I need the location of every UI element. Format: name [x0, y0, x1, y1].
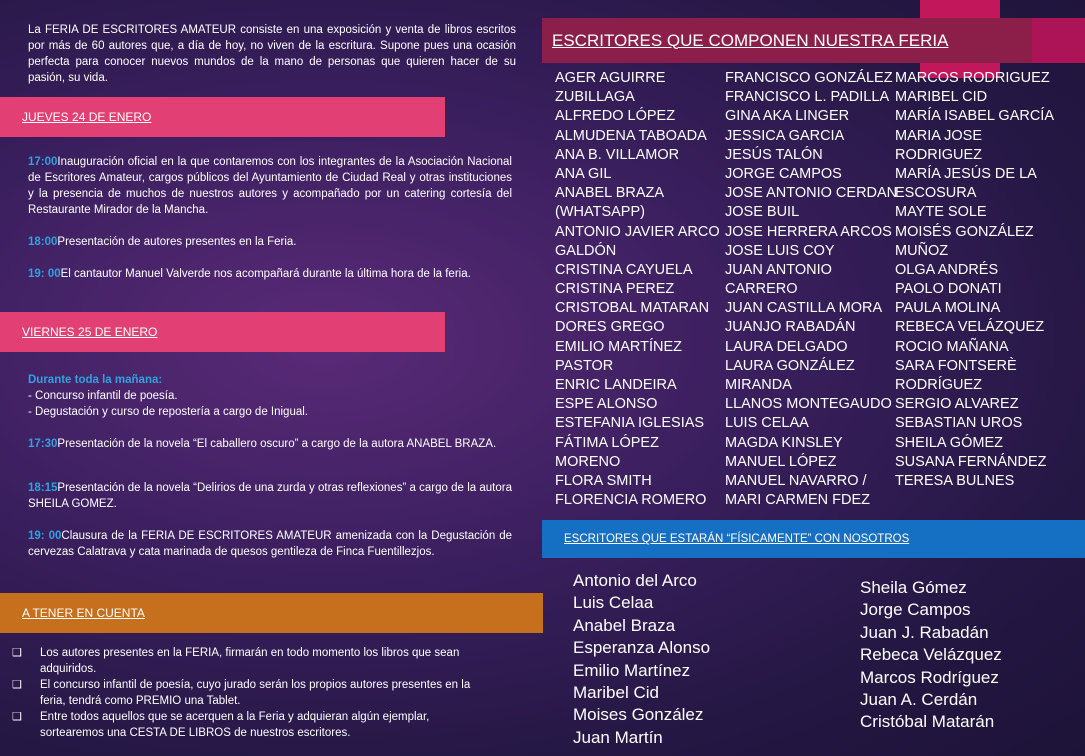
writer-name: Esperanza Alonso: [573, 638, 711, 658]
intro-paragraph: La FERIA DE ESCRITORES AMATEUR consiste en una exposición y venta de libros escritos por más de 60 autores que, a día de hoy, no viven de la escritura. Supone pues una ocasión perfecta para conocer nuevos mundos de la mano de personas que quieren hacer de su pasión, su vida.: [28, 24, 516, 84]
writer-name: SUSANA FERNÁNDEZ: [895, 453, 1047, 470]
writer-name: DORES GREGO: [555, 319, 665, 336]
writer-name: MARIA JOSE: [895, 127, 983, 144]
writer-name: Marcos Rodríguez: [860, 667, 999, 687]
writer-name: ZUBILLAGA: [555, 89, 635, 106]
writer-name: FLORENCIA ROMERO: [555, 492, 707, 509]
writer-name: Emilio Martínez: [573, 660, 691, 680]
writer-name: ANA B. VILLAMOR: [555, 146, 680, 163]
writer-name: SHEILA GÓMEZ: [895, 434, 1003, 451]
writer-name: JESÚS TALÓN: [725, 146, 823, 163]
list-item: [12, 677, 490, 709]
friday-event-3: [28, 528, 512, 560]
writers-column-2: [725, 69, 897, 510]
note-text: Los autores presentes en la FERIA, firmarán en todo momento los libros que sean adquiridos.: [40, 647, 460, 675]
event-text: El cantautor Manuel Valverde nos acompañará durante la última hora de la feria.: [60, 268, 471, 280]
thursday-heading: JUEVES 24 DE ENERO: [22, 110, 152, 124]
writer-name: EMILIO MARTÍNEZ: [555, 338, 683, 355]
writer-name: ANA GIL: [555, 165, 612, 182]
writers-heading: ESCRITORES QUE COMPONEN NUESTRA FERIA: [552, 30, 949, 50]
event-time: 18:15: [28, 482, 58, 494]
writer-name: MARI CARMEN FDEZ: [725, 492, 870, 509]
writer-name: LLANOS MONTEGAUDO: [725, 396, 892, 413]
writer-name: MORENO: [555, 453, 621, 470]
physical-list-right: [860, 577, 1002, 734]
physical-list-left: [573, 570, 710, 749]
writer-name: ANTONIO JAVIER ARCO: [555, 223, 720, 240]
friday-morning: [28, 372, 512, 420]
event-time: 17:00: [28, 156, 58, 168]
writer-name: RODRÍGUEZ: [895, 377, 982, 393]
event-time: 19: 00: [28, 530, 62, 542]
physical-heading-bar: [542, 520, 1085, 558]
event-time: 19: 00: [28, 268, 61, 280]
writer-name: ESCOSURA: [895, 185, 977, 202]
writer-name: FRANCISCO GONZÁLEZ: [725, 70, 893, 86]
writer-name: MOISÉS GONZÁLEZ: [895, 223, 1034, 240]
note-text: El concurso infantil de poesía, cuyo jurado serán los propios autores presentes en la feria, tendrá como PREMIO una Tablet.: [40, 679, 471, 707]
writer-name: CRISTINA CAYUELA: [555, 261, 693, 278]
writer-name: Juan A. Cerdán: [860, 690, 978, 710]
writer-name: TERESA BULNES: [895, 472, 1015, 489]
event-text: Presentación de la novela “El caballero oscuro” a cargo de la autora ANABEL BRAZA.: [57, 438, 497, 450]
notes-heading: A TENER EN CUENTA: [22, 606, 145, 620]
writer-name: JOSE HERRERA ARCOS: [725, 223, 892, 240]
writer-name: LAURA GONZÁLEZ: [725, 357, 855, 374]
event-text: Inauguración oficial en la que contaremos con los integrantes de la Asociación Nacional de Escritores Amateur, cargos públicos del Ayuntamiento de Ciudad Real y otras instituciones y la presencia de muchos de nuestros autores y acompañado por un catering cortesía del Restaurante Mirador de la Mancha.: [28, 156, 512, 216]
writers-heading-bar: [542, 18, 1032, 63]
event-text: Clausura de la FERIA DE ESCRITORES AMATEUR amenizada con la Degustación de cervezas Calatrava y cata marinada de quesos gentileza de Finca Fuentillezjos.: [28, 530, 512, 558]
event-text: Presentación de la novela “Delirios de una zurda y otras reflexiones” a cargo de la autora SHEILA GOMEZ.: [28, 482, 512, 510]
writer-name: Rebeca Velázquez: [860, 645, 1002, 665]
thursday-heading-bar: [0, 97, 445, 137]
checkbox-bullet-icon: ❑: [12, 679, 22, 691]
writer-name: PASTOR: [555, 357, 614, 374]
list-item: [12, 709, 490, 741]
writer-name: Cristóbal Matarán: [860, 712, 995, 732]
list-item: [12, 645, 490, 677]
checkbox-bullet-icon: ❑: [12, 647, 22, 659]
friday-heading: VIERNES 25 DE ENERO: [22, 325, 158, 339]
writer-name: FRANCISCO L. PADILLA: [725, 89, 890, 106]
writer-name: LUIS CELAA: [725, 415, 809, 432]
writer-name: ANABEL BRAZA: [555, 185, 665, 202]
writer-name: Jorge Campos: [860, 600, 971, 620]
writer-name: ESPE ALONSO: [555, 396, 658, 413]
writer-name: Maribel Cid: [573, 683, 659, 703]
notes-list: [12, 645, 490, 741]
writer-name: RODRIGUEZ: [895, 146, 982, 163]
writer-name: CRISTOBAL MATARAN: [555, 300, 710, 317]
writer-name: MARÍA JESÚS DE LA: [895, 165, 1037, 182]
writer-name: Juan Martín: [573, 727, 663, 747]
event-time: 18:00: [28, 236, 58, 248]
writer-name: JOSE BUIL: [725, 204, 800, 221]
writer-name: CARRERO: [725, 281, 798, 298]
writer-name: MARIBEL CID: [895, 89, 988, 106]
writer-name: Anabel Braza: [573, 615, 676, 635]
writer-name: Sheila Gómez: [860, 578, 967, 597]
note-text: Entre todos aquellos que se acerquen a la Feria y adquieran algún ejemplar, sortearemos una CESTA DE LIBROS de nuestros escritores.: [40, 711, 430, 739]
writer-name: ALMUDENA TABOADA: [555, 127, 707, 144]
writer-name: ENRIC LANDEIRA: [555, 377, 677, 393]
writer-name: PAULA MOLINA: [895, 300, 1001, 317]
writer-name: JUAN ANTONIO: [725, 261, 832, 278]
checkbox-bullet-icon: ❑: [12, 711, 22, 723]
writer-name: Antonio del Arco: [573, 571, 697, 590]
writer-name: FLORA SMITH: [555, 472, 652, 489]
writer-name: AGER AGUIRRE: [555, 70, 666, 86]
writer-name: ROCIO MAÑANA: [895, 338, 1009, 355]
friday-event-1: [28, 436, 512, 452]
writer-name: CRISTINA PEREZ: [555, 281, 675, 298]
writers-column-1: [555, 69, 720, 510]
writer-name: JESSICA GARCIA: [725, 127, 845, 144]
thursday-event-3: [28, 266, 512, 282]
writer-name: JORGE CAMPOS: [725, 165, 842, 182]
writer-name: GINA AKA LINGER: [725, 108, 850, 125]
notes-heading-bar: [0, 593, 543, 633]
writer-name: ESTEFANIA IGLESIAS: [555, 415, 705, 432]
decorative-accent: [1032, 18, 1085, 63]
writer-name: MUÑOZ: [895, 242, 949, 259]
morning-item: - Degustación y curso de repostería a cargo de Inigual.: [28, 406, 308, 418]
event-text: Presentación de autores presentes en la Feria.: [57, 236, 297, 248]
writer-name: (WHATSAPP): [555, 204, 645, 221]
writer-name: MANUEL NAVARRO /: [725, 472, 867, 489]
writers-column-3: [895, 69, 1054, 491]
writer-name: JOSE LUIS COY: [725, 242, 835, 259]
writer-name: PAOLO DONATI: [895, 281, 1002, 298]
writer-name: JUANJO RABADÁN: [725, 319, 856, 336]
writer-name: OLGA ANDRÉS: [895, 261, 999, 278]
writer-name: SERGIO ALVAREZ: [895, 396, 1019, 413]
writer-name: Juan J. Rabadán: [860, 622, 989, 642]
writer-name: JOSE ANTONIO CERDAN: [725, 185, 898, 202]
writer-name: ALFREDO LÓPEZ: [555, 108, 676, 125]
writer-name: FÁTIMA LÓPEZ: [555, 434, 659, 451]
writer-name: SEBASTIAN UROS: [895, 415, 1023, 432]
friday-heading-bar: [0, 312, 445, 352]
writer-name: JUAN CASTILLA MORA: [725, 300, 883, 317]
thursday-event-2: [28, 234, 512, 250]
writer-name: Moises González: [573, 705, 704, 725]
event-time: 17:30: [28, 438, 58, 450]
writer-name: Luis Celaa: [573, 593, 654, 613]
friday-event-2: [28, 480, 512, 512]
writer-name: MANUEL LÓPEZ: [725, 453, 837, 470]
thursday-event-1: [28, 154, 512, 218]
morning-item: - Concurso infantil de poesía.: [28, 390, 178, 402]
writer-name: REBECA VELÁZQUEZ: [895, 319, 1045, 336]
physical-heading: ESCRITORES QUE ESTARÁN “FÍSICAMENTE” CON NOSOTROS: [564, 533, 910, 545]
writer-name: LAURA DELGADO: [725, 338, 848, 355]
writer-name: MIRANDA: [725, 377, 792, 393]
writer-name: MARCOS RODRIGUEZ: [895, 70, 1050, 86]
writer-name: GALDÓN: [555, 242, 617, 259]
writer-name: MAGDA KINSLEY: [725, 434, 843, 451]
writer-name: MAYTE SOLE: [895, 204, 987, 221]
morning-title: Durante toda la mañana:: [28, 374, 163, 386]
writer-name: SARA FONTSERÈ: [895, 357, 1017, 374]
writer-name: MARÍA ISABEL GARCÍA: [895, 108, 1055, 125]
